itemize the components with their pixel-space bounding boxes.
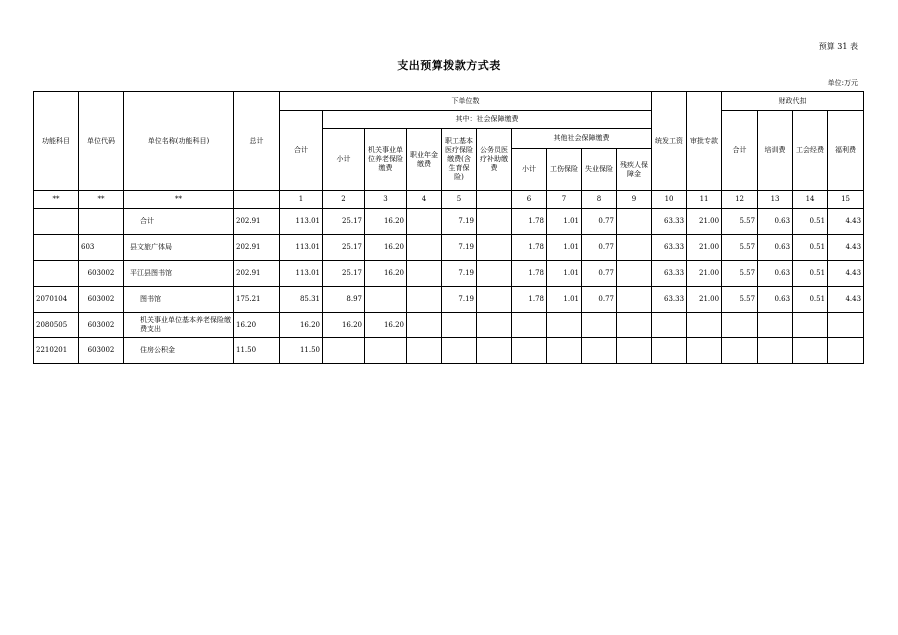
unit-name-cell: 合计	[124, 209, 234, 235]
value-cell: 202.91	[234, 261, 280, 287]
value-cell: 7.19	[442, 209, 477, 235]
header-approved: 审批专款	[687, 92, 722, 191]
func-subject-cell: 2210201	[34, 338, 79, 364]
index-cell: 2	[323, 191, 365, 209]
value-cell: 25.17	[323, 235, 365, 261]
value-cell	[617, 209, 652, 235]
value-cell	[828, 338, 864, 364]
value-cell	[547, 338, 582, 364]
index-cell: 6	[512, 191, 547, 209]
value-cell: 85.31	[280, 287, 323, 313]
index-cell: 3	[365, 191, 407, 209]
header-injury: 工伤保险	[547, 149, 582, 191]
value-cell: 4.43	[828, 209, 864, 235]
header-unit-name: 单位名称(功能科目)	[124, 92, 234, 191]
value-cell	[407, 338, 442, 364]
value-cell: 5.57	[722, 209, 758, 235]
header-of-which-social: 其中：社会保障缴费	[323, 111, 652, 129]
value-cell	[758, 338, 793, 364]
value-cell: 63.33	[652, 235, 687, 261]
header-other-social: 其他社会保障缴费	[512, 129, 652, 149]
unit-code-cell: 603002	[79, 261, 124, 287]
form-number: 预算 31 表	[818, 42, 858, 51]
unit-name-cell: 机关事业单位基本养老保险缴费支出	[124, 313, 234, 338]
value-cell	[793, 313, 828, 338]
value-cell: 1.78	[512, 287, 547, 313]
value-cell	[477, 235, 512, 261]
unit-code-cell: 603002	[79, 338, 124, 364]
value-cell: 25.17	[323, 261, 365, 287]
header-medical: 职工基本医疗保险缴费(含生育保险)	[442, 129, 477, 191]
value-cell	[512, 338, 547, 364]
func-subject-cell	[34, 209, 79, 235]
index-cell: 14	[793, 191, 828, 209]
value-cell: 4.43	[828, 261, 864, 287]
value-cell	[617, 287, 652, 313]
value-cell: 16.20	[365, 209, 407, 235]
header-fa-total: 合计	[722, 111, 758, 191]
func-subject-cell: 2070104	[34, 287, 79, 313]
index-cell: 13	[758, 191, 793, 209]
index-cell: 15	[828, 191, 864, 209]
header-sub-subtotal: 小计	[323, 129, 365, 191]
index-cell: **	[124, 191, 234, 209]
value-cell	[617, 261, 652, 287]
value-cell: 4.43	[828, 235, 864, 261]
table-row	[34, 209, 864, 235]
unit-code-cell: 603	[79, 235, 124, 261]
value-cell: 7.19	[442, 287, 477, 313]
unit-label: 单位:万元	[827, 79, 858, 87]
value-cell: 0.63	[758, 209, 793, 235]
func-subject-cell	[34, 261, 79, 287]
value-cell: 1.01	[547, 287, 582, 313]
value-cell: 0.63	[758, 235, 793, 261]
table-header	[34, 92, 864, 191]
value-cell	[617, 313, 652, 338]
value-cell	[323, 338, 365, 364]
value-cell	[652, 313, 687, 338]
value-cell	[477, 313, 512, 338]
value-cell: 7.19	[442, 261, 477, 287]
value-cell	[365, 338, 407, 364]
index-cell: **	[79, 191, 124, 209]
value-cell: 16.20	[280, 313, 323, 338]
value-cell: 7.19	[442, 235, 477, 261]
unit-name-cell: 图书馆	[124, 287, 234, 313]
value-cell: 25.17	[323, 209, 365, 235]
value-cell: 202.91	[234, 235, 280, 261]
value-cell	[442, 313, 477, 338]
value-cell	[687, 338, 722, 364]
value-cell	[793, 338, 828, 364]
budget-table	[33, 91, 864, 364]
index-cell: 8	[582, 191, 617, 209]
value-cell: 21.00	[687, 261, 722, 287]
value-cell: 113.01	[280, 235, 323, 261]
header-disability: 残疾人保障金	[617, 149, 652, 191]
value-cell	[828, 313, 864, 338]
header-subtotal-total: 合计	[280, 111, 323, 191]
value-cell: 0.63	[758, 261, 793, 287]
value-cell	[687, 313, 722, 338]
value-cell: 175.21	[234, 287, 280, 313]
value-cell: 0.77	[582, 261, 617, 287]
unit-name-cell: 平江县图书馆	[124, 261, 234, 287]
index-cell: **	[34, 191, 79, 209]
value-cell: 63.33	[652, 209, 687, 235]
value-cell: 1.78	[512, 235, 547, 261]
value-cell: 16.20	[323, 313, 365, 338]
value-cell: 16.20	[365, 313, 407, 338]
value-cell: 113.01	[280, 261, 323, 287]
value-cell	[442, 338, 477, 364]
index-cell: 5	[442, 191, 477, 209]
value-cell: 0.51	[793, 235, 828, 261]
value-cell	[582, 313, 617, 338]
func-subject-cell	[34, 235, 79, 261]
value-cell: 5.57	[722, 261, 758, 287]
index-cell: 10	[652, 191, 687, 209]
index-cell	[477, 191, 512, 209]
value-cell	[477, 209, 512, 235]
value-cell: 5.57	[722, 287, 758, 313]
value-cell	[582, 338, 617, 364]
header-unit-code: 单位代码	[79, 92, 124, 191]
header-other-subtotal: 小计	[512, 149, 547, 191]
index-cell: 1	[280, 191, 323, 209]
header-pension: 机关事业单位养老保险缴费	[365, 129, 407, 191]
value-cell	[722, 338, 758, 364]
unit-name-cell: 住房公积金	[124, 338, 234, 364]
unit-code-cell: 603002	[79, 313, 124, 338]
value-cell: 21.00	[687, 287, 722, 313]
value-cell: 0.77	[582, 287, 617, 313]
header-training: 培训费	[758, 111, 793, 191]
value-cell: 1.01	[547, 261, 582, 287]
index-cell: 7	[547, 191, 582, 209]
value-cell	[617, 338, 652, 364]
header-lower-units: 下单位数	[280, 92, 652, 111]
header-unemployment: 失业保险	[582, 149, 617, 191]
value-cell: 4.43	[828, 287, 864, 313]
value-cell: 1.01	[547, 209, 582, 235]
value-cell: 11.50	[234, 338, 280, 364]
header-annuity: 职业年金缴费	[407, 129, 442, 191]
value-cell: 63.33	[652, 287, 687, 313]
index-cell: 4	[407, 191, 442, 209]
value-cell: 11.50	[280, 338, 323, 364]
index-cell: 9	[617, 191, 652, 209]
value-cell	[758, 313, 793, 338]
header-civil-medical: 公务员医疗补助缴费	[477, 129, 512, 191]
header-wages: 统发工资	[652, 92, 687, 191]
value-cell: 63.33	[652, 261, 687, 287]
value-cell: 0.51	[793, 287, 828, 313]
table-row	[34, 261, 864, 287]
value-cell: 0.77	[582, 235, 617, 261]
value-cell: 0.51	[793, 261, 828, 287]
index-cell: 11	[687, 191, 722, 209]
unit-code-cell: 603002	[79, 287, 124, 313]
value-cell	[477, 338, 512, 364]
value-cell: 1.01	[547, 235, 582, 261]
value-cell: 21.00	[687, 235, 722, 261]
value-cell	[512, 313, 547, 338]
value-cell	[407, 235, 442, 261]
index-cell: 12	[722, 191, 758, 209]
value-cell	[407, 287, 442, 313]
value-cell: 21.00	[687, 209, 722, 235]
table-row	[34, 235, 864, 261]
value-cell: 16.20	[234, 313, 280, 338]
index-row-group	[34, 191, 864, 209]
value-cell: 16.20	[365, 261, 407, 287]
header-welfare: 福利费	[828, 111, 864, 191]
value-cell	[547, 313, 582, 338]
value-cell	[722, 313, 758, 338]
value-cell: 202.91	[234, 209, 280, 235]
value-cell: 0.77	[582, 209, 617, 235]
table-body	[34, 209, 864, 364]
value-cell: 0.63	[758, 287, 793, 313]
table-row	[34, 313, 864, 338]
value-cell: 113.01	[280, 209, 323, 235]
value-cell	[652, 338, 687, 364]
func-subject-cell: 2080505	[34, 313, 79, 338]
header-total: 总计	[234, 92, 280, 191]
value-cell	[365, 287, 407, 313]
value-cell: 1.78	[512, 261, 547, 287]
page-title: 支出预算拨款方式表	[397, 59, 501, 72]
value-cell	[407, 261, 442, 287]
header-union: 工会经费	[793, 111, 828, 191]
value-cell	[407, 209, 442, 235]
table-row	[34, 338, 864, 364]
value-cell: 1.78	[512, 209, 547, 235]
header-finance-agent: 财政代扣	[722, 92, 864, 111]
index-row	[34, 191, 864, 209]
value-cell: 5.57	[722, 235, 758, 261]
value-cell	[617, 235, 652, 261]
unit-code-cell	[79, 209, 124, 235]
unit-name-cell: 县文旅广体局	[124, 235, 234, 261]
table-row	[34, 287, 864, 313]
header-func-subject: 功能科目	[34, 92, 79, 191]
value-cell	[477, 261, 512, 287]
value-cell: 0.51	[793, 209, 828, 235]
value-cell	[477, 287, 512, 313]
value-cell: 8.97	[323, 287, 365, 313]
index-cell	[234, 191, 280, 209]
value-cell: 16.20	[365, 235, 407, 261]
value-cell	[407, 313, 442, 338]
